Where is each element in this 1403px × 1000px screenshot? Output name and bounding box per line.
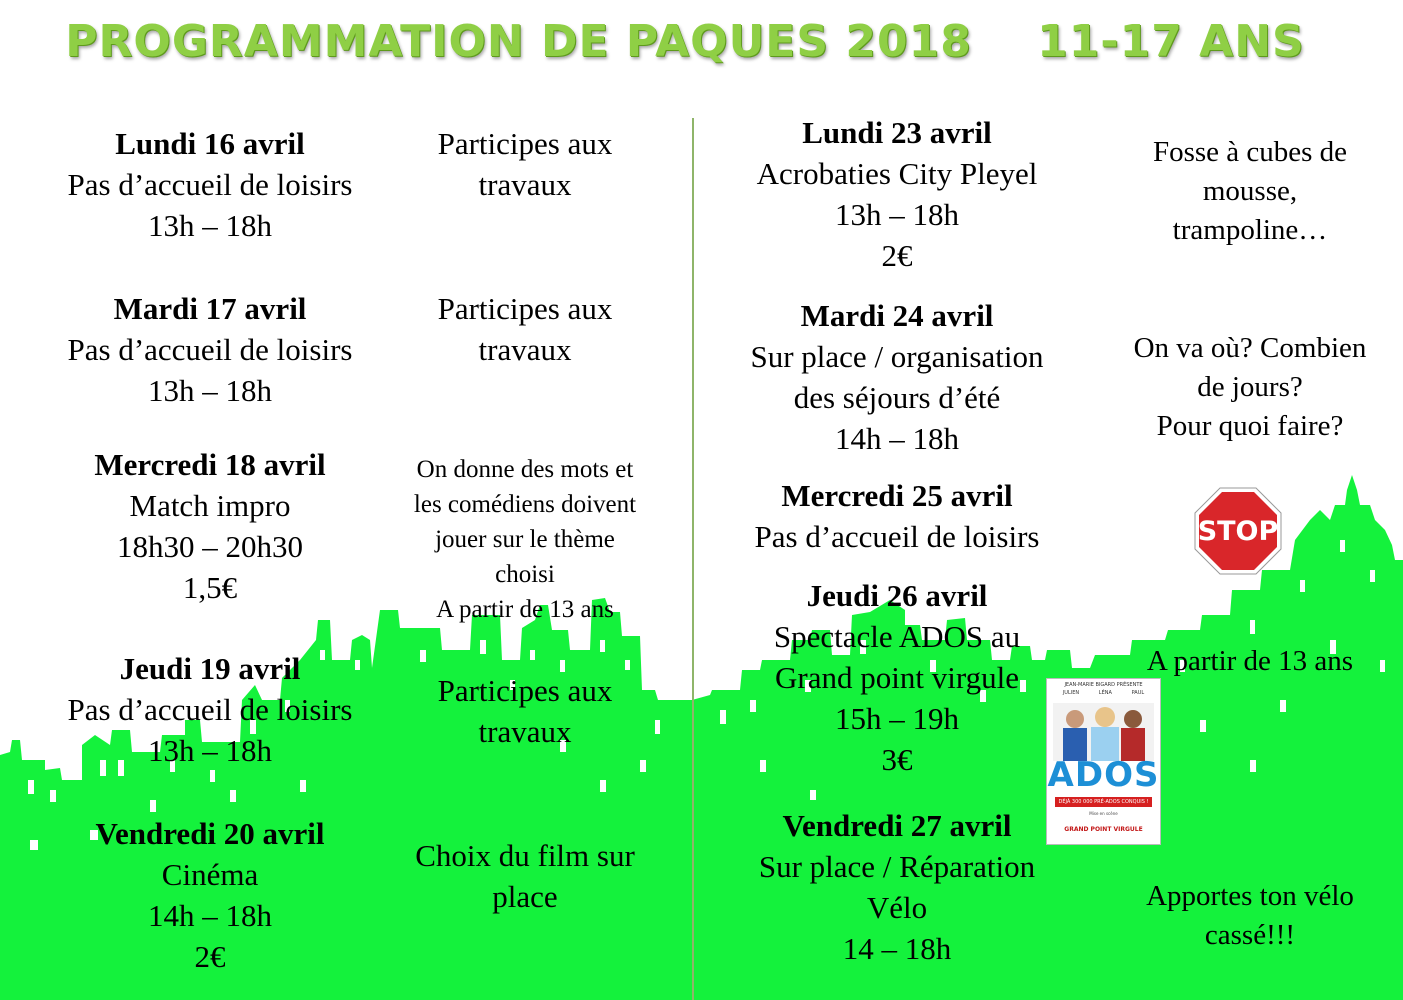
note-mardi-17 — [400, 288, 650, 370]
note-line: travaux — [478, 167, 572, 202]
note-line: mousse, — [1202, 175, 1298, 207]
note-line: place — [492, 879, 558, 914]
poster-name: PAUL — [1131, 690, 1145, 696]
poster-title: ADOS — [1047, 755, 1160, 795]
note-line: Participes aux — [437, 291, 613, 326]
day-line: 13h – 18h — [835, 197, 959, 232]
day-line: Pas d’accueil de loisirs — [67, 332, 353, 367]
day-line: 14h – 18h — [835, 421, 959, 456]
day-heading: Mardi 24 avril — [800, 298, 994, 333]
day-block-jeudi-26 — [697, 575, 1097, 780]
note-vendredi-20 — [390, 835, 660, 917]
day-block-vendredi-27 — [697, 805, 1097, 969]
day-heading: Mardi 17 avril — [113, 291, 307, 326]
day-line: Pas d’accueil de loisirs — [67, 167, 353, 202]
day-line: Vélo — [866, 890, 928, 925]
note-line: Pour quoi faire? — [1156, 410, 1344, 442]
day-line: 1,5€ — [182, 570, 238, 605]
day-line: Grand point virgule — [775, 660, 1019, 695]
note-line: A partir de 13 ans — [436, 596, 614, 623]
day-heading: Jeudi 19 avril — [119, 651, 301, 686]
day-heading: Lundi 23 avril — [802, 115, 992, 150]
note-lundi-16 — [400, 123, 650, 205]
note-line: choisi — [495, 561, 555, 588]
note-line: Apportes ton vélo — [1146, 880, 1354, 912]
day-heading: Mercredi 25 avril — [781, 478, 1013, 513]
note-line: les comédiens doivent — [413, 491, 637, 518]
note-line: On va où? Combien — [1133, 332, 1367, 364]
day-block-vendredi-20 — [20, 813, 400, 977]
day-line: 18h30 – 20h30 — [117, 529, 303, 564]
day-block-mardi-24 — [697, 295, 1097, 459]
day-line: 2€ — [881, 238, 913, 273]
poster-actors-image — [1053, 703, 1154, 761]
day-heading: Jeudi 26 avril — [806, 578, 988, 613]
poster-top-line: JEAN-MARIE BIGARD PRÉSENTE — [1064, 682, 1143, 688]
day-block-lundi-16 — [20, 123, 400, 246]
day-line: Match impro — [129, 488, 291, 523]
note-lundi-23 — [1100, 133, 1400, 250]
day-block-mercredi-25 — [697, 475, 1097, 557]
note-line: On donne des mots et — [416, 456, 634, 483]
poster-name: LÉNA — [1098, 690, 1112, 696]
day-line: 13h – 18h — [148, 733, 272, 768]
day-heading: Lundi 16 avril — [115, 126, 305, 161]
poster-names — [1047, 688, 1160, 698]
day-line: Sur place / organisation — [750, 339, 1044, 374]
day-block-mardi-17 — [20, 288, 400, 411]
day-line: des séjours d’été — [793, 380, 1001, 415]
note-mercredi-18 — [390, 452, 660, 627]
day-line: 14 – 18h — [842, 931, 952, 966]
day-line: Sur place / Réparation — [758, 849, 1036, 884]
poster-name: JULIEN — [1062, 690, 1080, 696]
poster-band: DÉJÀ 300 000 PRÉ-ADOS CONQUIS ! — [1055, 797, 1152, 807]
day-line: Pas d’accueil de loisirs — [754, 519, 1040, 554]
note-line: travaux — [478, 332, 572, 367]
day-line: 15h – 19h — [835, 701, 959, 736]
poster-small-text: Mise en scène — [1089, 811, 1118, 816]
day-line: Cinéma — [161, 857, 259, 892]
stop-sign-icon — [1193, 486, 1283, 576]
day-line: 3€ — [881, 742, 913, 777]
day-line: 13h – 18h — [148, 373, 272, 408]
note-jeudi-19 — [400, 670, 650, 752]
note-vendredi-27 — [1100, 877, 1400, 955]
note-line: Participes aux — [437, 673, 613, 708]
note-line: cassé!!! — [1204, 919, 1296, 951]
day-block-jeudi-19 — [20, 648, 400, 771]
note-mardi-24 — [1100, 329, 1400, 446]
day-line: 2€ — [194, 939, 226, 974]
note-jeudi-26 — [1100, 642, 1400, 681]
day-line: Pas d’accueil de loisirs — [67, 692, 353, 727]
stop-sign-text: STOP — [1197, 516, 1279, 547]
note-line: jouer sur le thème — [435, 526, 615, 553]
note-line: trampoline… — [1172, 214, 1328, 246]
day-heading: Vendredi 27 avril — [782, 808, 1012, 843]
column-divider — [692, 118, 694, 1000]
day-line: Spectacle ADOS au — [773, 619, 1021, 654]
note-line: travaux — [478, 714, 572, 749]
day-heading: Vendredi 20 avril — [95, 816, 325, 851]
day-block-mercredi-18 — [20, 444, 400, 608]
note-line: de jours? — [1197, 371, 1303, 403]
day-line: 14h – 18h — [148, 898, 272, 933]
page-title: PROGRAMMATION DE PAQUES 2018 11-17 ANS — [65, 16, 1305, 67]
day-block-lundi-23 — [707, 112, 1087, 276]
note-line: Participes aux — [437, 126, 613, 161]
poster-venue-logo: GRAND POINT VIRGULE — [1064, 826, 1143, 833]
note-line: Fosse à cubes de — [1152, 136, 1348, 168]
day-line: 13h – 18h — [148, 208, 272, 243]
ados-poster — [1046, 678, 1161, 845]
note-line: A partir de 13 ans — [1146, 645, 1354, 677]
day-line: Acrobaties City Pleyel — [756, 156, 1038, 191]
note-line: Choix du film sur — [415, 838, 635, 873]
day-heading: Mercredi 18 avril — [94, 447, 326, 482]
